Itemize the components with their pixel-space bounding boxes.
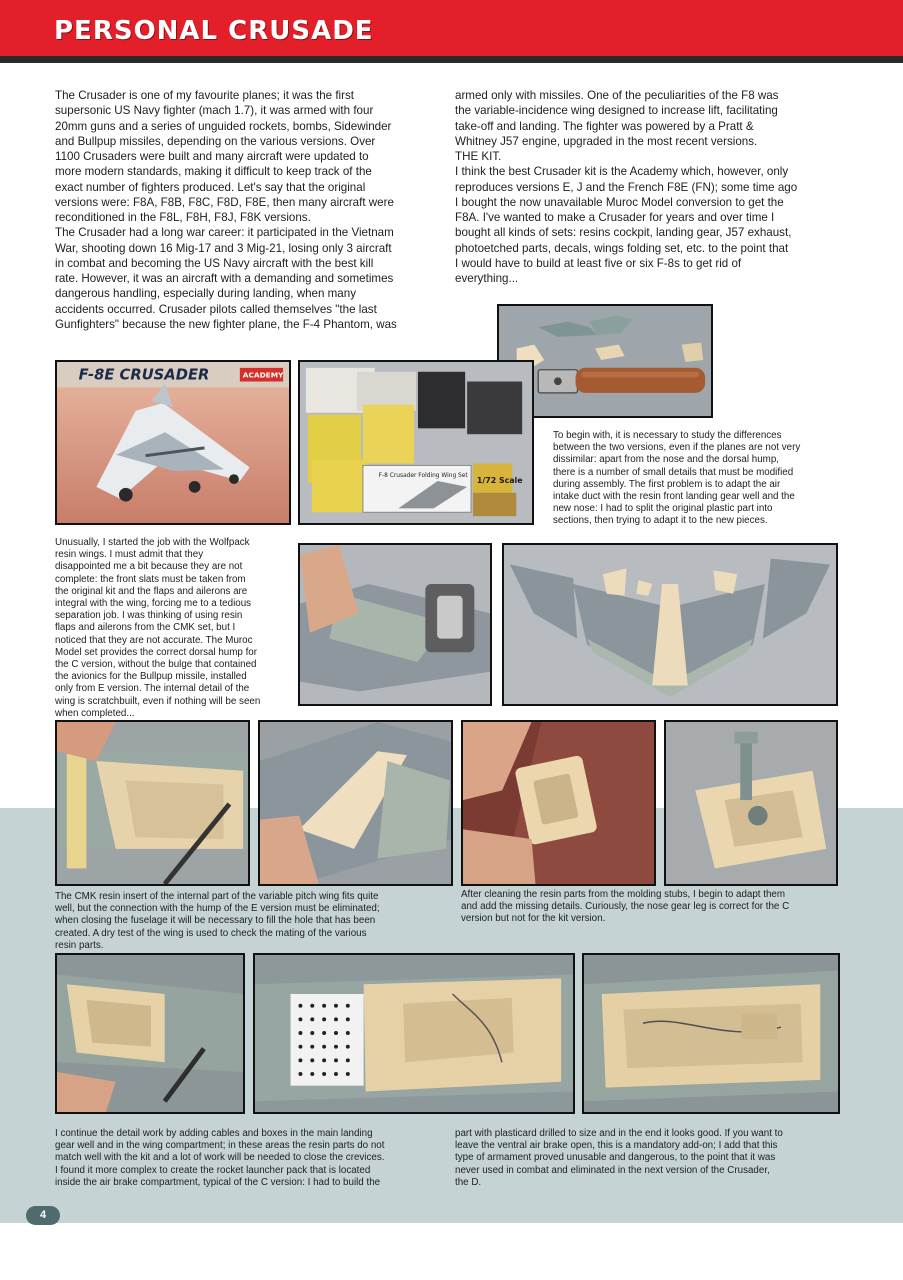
caption-wolfpack-wings: Unusually, I started the job with the Wolfpack resin wings. I must admit that they disappointed me a bit because they are not complete: the front slats must be taken from the original kit and the flaps and ailerons are integral with the wing, forcing me to a tedious separation job. I was thinking of using resin flaps and ailerons from the CMK set, but I noticed that they are not accurate. The Muroc Model set provides the correct dorsal hump for the C version, without the bulge that contained the avionics for the Bullpup missile, installed only from E version. The internal detail of the wing is scratchbuilt, even if nothing will be seen when completed... [55,537,261,719]
photo-airbrake-bay [582,953,840,1114]
boxart-brand: ACADEMY [242,370,284,380]
article-column-1: The Crusader is one of my favourite planes; it was the first supersonic US Navy fighter (mach 1.7), it was armed with four 20mm guns and a series of unguided rockets, bombs, Sidewinder and Bullpup missiles, depending on the various versions. Over 1100 Crusaders were built and many aircraft were updated to more modern standards, making it difficult to keep track of the exact number of fighters produced. Let's say that the original versions were: F8A, F8B, F8C, F8D, F8E, then many aircraft were reconditioned in the F8L, F8H, F8J, F8K versions. The Crusader had a long war career: it participated in the Vietnam War, shooting down 16 Mig-17 and 3 Mig-21, losing only 3 aircraft in combat and becoming the US Navy aircraft with the best kill rate. However, it was an aircraft with a demanding and sometimes dangerous handling, especially during landing, when many accidents occurred. Crusader pilots called themselves "the last Gunfighters" because the new fighter plane, the F-4 Phantom, was [55,89,397,331]
photo-aftermarket-sets [298,360,534,525]
photo-box-art [55,360,291,525]
caption-cmk-insert: The CMK resin insert of the internal part of the variable pitch wing fits quite well, but the connection with the hump of the E version must be eliminated; when closing the fuselage it will be necessary to fill the hole that has been created. A dry test of the wing is used to check the mating of the various resin parts. [55,891,380,951]
photo-landing-gear-well [55,953,245,1114]
caption-cleaning-parts: After cleaning the resin parts from the molding stubs, I begin to adapt them and add the missing details. Curiously, the nose gear leg is correct for the C version but not for the kit version. [461,889,790,925]
page-number: 4 [26,1206,60,1225]
article-column-2: armed only with missiles. One of the peculiarities of the F8 was the variable-incidence wing designed to increase lift, facilitating take-off and landing. The fighter was powered by a Pratt & Whitney J57 engine, upgraded in the most recent versions. THE KIT. I think the best Crusader kit is the Academy which, however, only reproduces versions E, J and the French F8E (FN); some time ago I bought the now unavailable Muroc Model conversion to get the F8A. I've wanted to make a Crusader for years and over time I bought all kinds of sets: resins cockpit, landing gear, J57 exhaust, photoetched parts, decals, wings folding set, etc. to the point that I would have to build at least five or six F-8s to get rid of everything... [455,89,798,285]
photo-rocket-pack [253,953,575,1114]
header-rule [0,56,903,63]
photo-full-wing [502,543,838,706]
caption-detail-work: I continue the detail work by adding cables and boxes in the main landing gear well and in the wing compartment; in these areas the resin parts do not match well with the kit and a lot of work will be needed to close the crevices. I found it more complex to create the rocket launcher pack that is located inside the air brake compartment, typical of the C version: I had to build the [55,1128,385,1188]
photo-cmk-insert [55,720,250,886]
scale-badge: 1/72 Scale [476,476,523,485]
photo-nose-gear-well [664,720,838,886]
page-title: PERSONAL CRUSADE [54,16,374,46]
photo-wing-separation [298,543,492,706]
boxart-title: F-8E CRUSADER [78,366,210,384]
photo-sanding-parts [461,720,656,886]
caption-detail-work-cont: part with plasticard drilled to size and in the end it looks good. If you want to leave the ventral air brake open, this is a mandatory add-on; I add that this type of armament proved unusable and dangerous, to the point that it was never used in combat and eliminated in the next version of the Crusader, the D. [455,1128,783,1188]
caption-study-differences: To begin with, it is necessary to study the differences between the two versions, even if the planes are not very dissimilar: apart from the nose and the dorsal hump, there is a number of small details that must be modified during assembly. The first problem is to adapt the air intake duct with the resin front landing gear well and the new nose: I had to split the original plastic part into sections, then trying to adapt it to the new pieces. [553,430,801,527]
photo-wing-dry-test [258,720,453,886]
folding-set-label: F-8 Crusader Folding Wing Set [378,473,468,480]
